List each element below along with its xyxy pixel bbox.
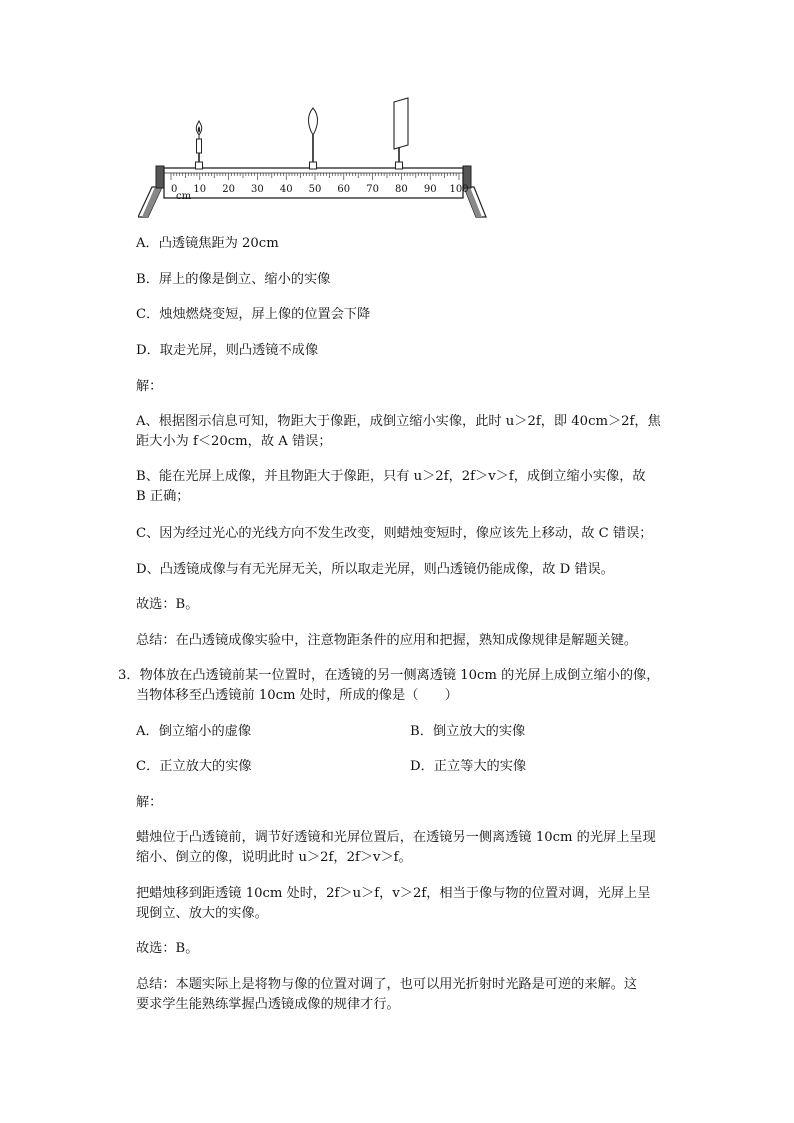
q3-answer: 故选：B。 [136, 941, 199, 956]
scale-label: 70 [366, 184, 379, 195]
q2-summary: 总结：在凸透镜成像实验中，注意物距条件的应用和把握，熟知成像规律是解题关键。 [136, 633, 638, 648]
q2-answer: 故选：B。 [136, 597, 199, 612]
q3-option-c: C．正立放大的实像 [136, 759, 252, 774]
scale-label: 10 [193, 184, 207, 195]
q3-option-b: B．倒立放大的实像 [410, 724, 526, 739]
q2-solution-label: 解： [136, 379, 163, 394]
q2-analysis-c: C、因为经过光心的光线方向不发生改变，则蜡烛变短时，像应该先上移动，故 C 错误； [136, 526, 653, 541]
scale-label: 100 [449, 184, 469, 195]
q3-stem-line2: 当物体移至凸透镜前 10cm 处时，所成的像是（ ） [136, 688, 458, 703]
scale-label: 30 [251, 184, 264, 195]
scale-label: 20 [222, 184, 235, 195]
q3-analysis-p2-line1: 把蜡烛移到距透镜 10cm 处时，2f＞u＞f，v＞2f，相当于像与物的位置对调，光屏上呈 [136, 886, 651, 901]
scale-label: 40 [279, 184, 293, 195]
q3-option-d: D．正立等大的实像 [410, 759, 527, 774]
q3-stem-line1: 3．物体放在凸透镜前某一位置时，在透镜的另一侧离透镜 10cm 的光屏上成倒立缩小的像， [118, 668, 660, 683]
scale-unit: cm [176, 191, 192, 202]
q3-solution-label: 解： [136, 795, 163, 810]
convex-lens [309, 108, 318, 169]
q2-analysis-a-line2: 距大小为 f＜20cm，故 A 错误； [136, 434, 332, 449]
q2-option-b: B．屏上的像是倒立、缩小的实像 [136, 272, 331, 287]
q3-option-a: A．倒立缩小的虚像 [136, 724, 252, 739]
q2-analysis-a-line1: A、根据图示信息可知，物距大于像距，成倒立缩小实像，此时 u＞2f，即 40cm＞2f，焦 [136, 414, 661, 429]
q3-analysis-p1-line1: 蜡烛位于凸透镜前，调节好透镜和光屏位置后，在透镜另一侧离透镜 10cm 的光屏上呈现 [136, 830, 656, 845]
q2-option-a: A．凸透镜焦距为 20cm [136, 236, 279, 251]
q2-option-c: C．烛烛燃烧变短，屏上像的位置会下降 [136, 307, 371, 322]
q3-summary-line1: 总结：本题实际上是将物与像的位置对调了，也可以用光折射时光路是可逆的来解。这 [136, 977, 638, 992]
scale-label: 80 [395, 184, 408, 195]
q2-analysis-b-line1: B、能在光屏上成像，并且物距大于像距，只有 u＞2f，2f＞v＞f，成倒立缩小实像，故 [136, 469, 646, 484]
q3-analysis-p1-line2: 缩小、倒立的像，说明此时 u＞2f，2f＞v＞f。 [136, 850, 412, 865]
light-screen [394, 98, 408, 169]
left-end-block [156, 166, 164, 188]
optical-bench-diagram [138, 95, 490, 223]
scale-label: 60 [337, 184, 351, 195]
q2-analysis-d: D、凸透镜成像与有无光屏无关，所以取走光屏，则凸透镜仍能成像，故 D 错误。 [136, 562, 614, 577]
scale-label: 90 [423, 184, 437, 195]
candle [196, 121, 203, 169]
scale-label: 0 [171, 184, 178, 195]
q3-summary-line2: 要求学生能熟练掌握凸透镜成像的规律才行。 [136, 997, 400, 1012]
q3-analysis-p2-line2: 现倒立、放大的实像。 [136, 906, 268, 921]
q2-analysis-b-line2: B 正确； [136, 489, 190, 504]
q2-option-d: D．取走光屏，则凸透镜不成像 [136, 343, 319, 358]
scale-label: 50 [308, 184, 322, 195]
